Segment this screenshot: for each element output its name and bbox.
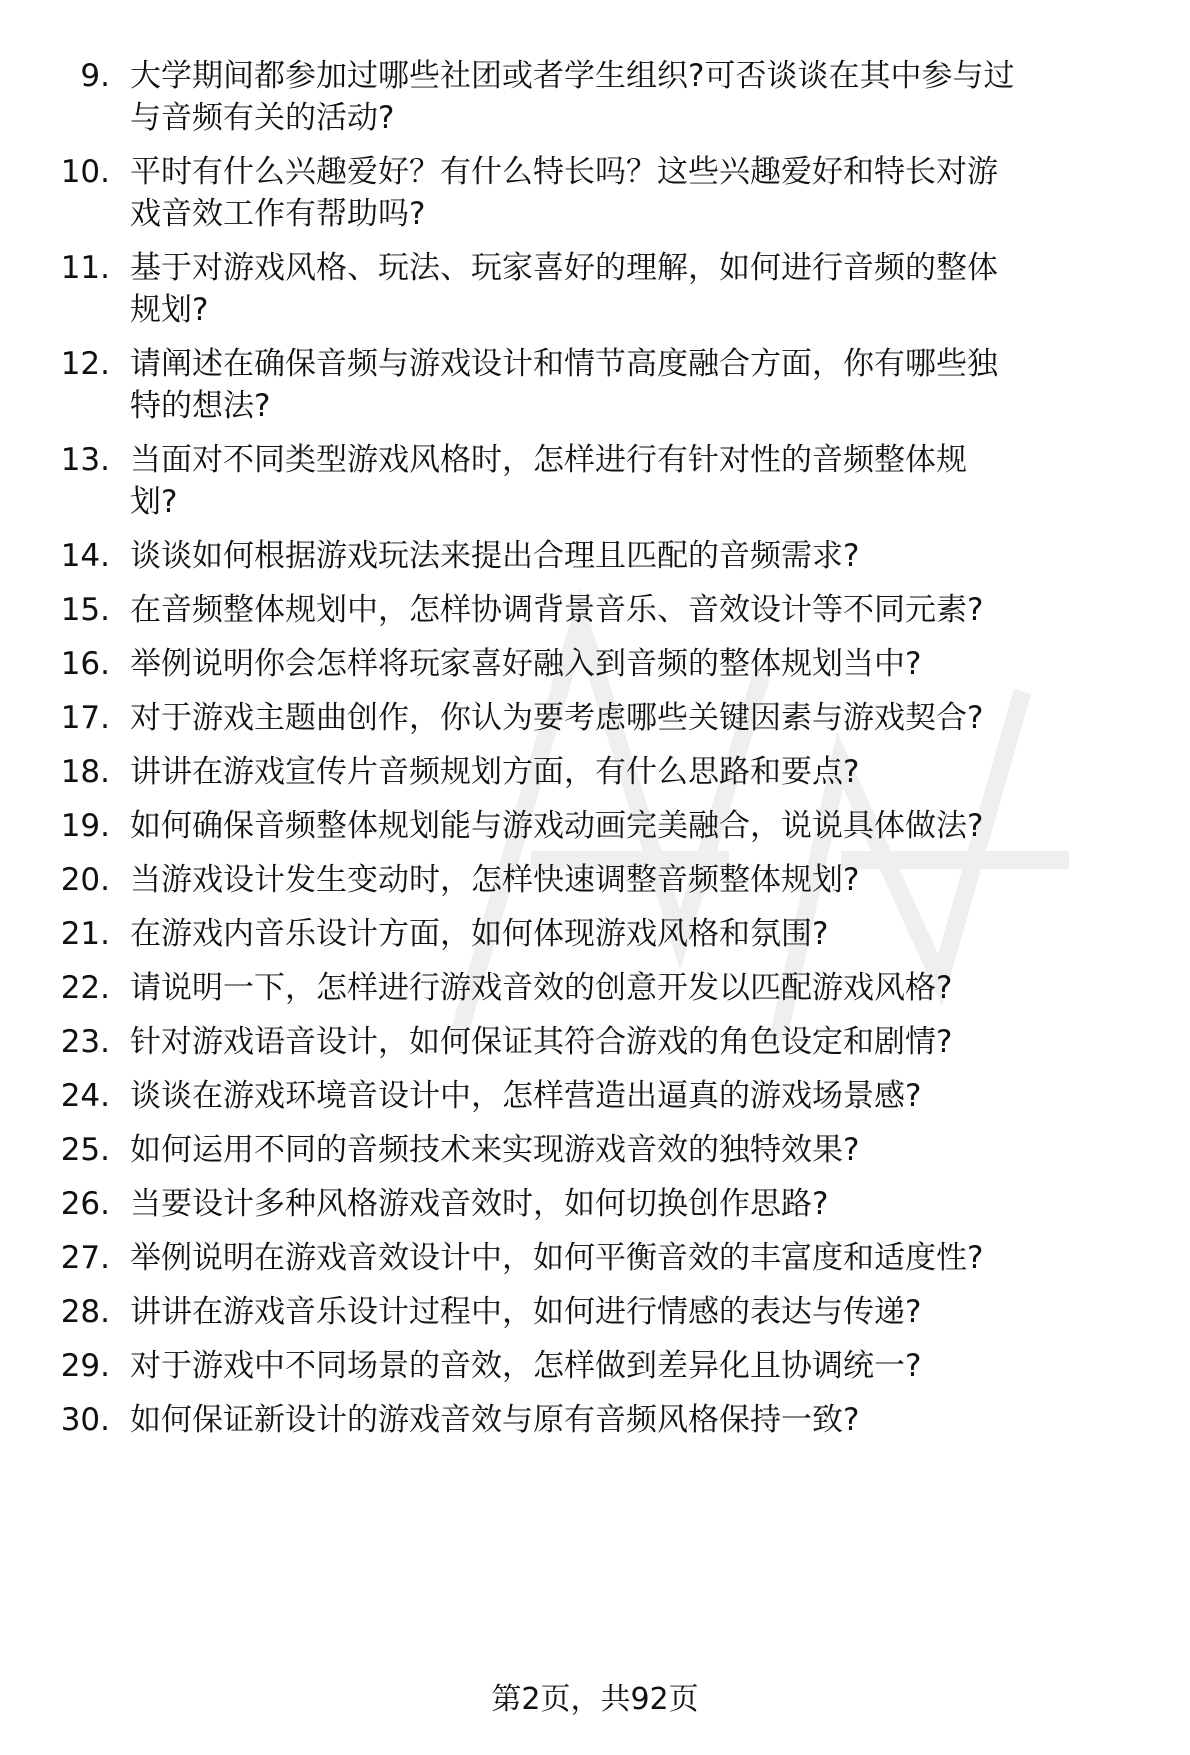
question-line: 讲讲在游戏宣传片音频规划方面，有什么思路和要点? (130, 754, 860, 790)
question-line: 在游戏内音乐设计方面，如何体现游戏风格和氛围? (130, 916, 829, 952)
question-number: 23. (60, 1024, 110, 1060)
page-footer (0, 1680, 1190, 1720)
question-item (0, 1075, 1190, 1117)
question-text (130, 343, 1170, 427)
page-number-label: 第2页，共92页 (491, 1682, 699, 1717)
question-number: 27. (60, 1240, 110, 1276)
question-number: 16. (60, 646, 110, 682)
question-item (0, 1183, 1190, 1225)
question-line: 举例说明你会怎样将玩家喜好融入到音频的整体规划当中? (130, 646, 922, 682)
question-list (0, 55, 1190, 1441)
question-line: 规划? (130, 292, 209, 328)
question-number: 9. (80, 58, 110, 94)
question-line: 戏音效工作有帮助吗? (130, 196, 426, 232)
question-number: 10. (60, 154, 110, 190)
question-text (130, 1291, 1170, 1333)
question-line: 对于游戏主题曲创作，你认为要考虑哪些关键因素与游戏契合? (130, 700, 984, 736)
question-text (130, 151, 1170, 235)
question-item (0, 1237, 1190, 1279)
question-number: 29. (60, 1348, 110, 1384)
question-line: 当要设计多种风格游戏音效时，如何切换创作思路? (130, 1186, 829, 1222)
question-number: 18. (60, 754, 110, 790)
question-item (0, 751, 1190, 793)
question-item (0, 1399, 1190, 1441)
question-item (0, 913, 1190, 955)
question-number: 12. (60, 346, 110, 382)
question-text (130, 1129, 1170, 1171)
question-text (130, 859, 1170, 901)
question-line: 当游戏设计发生变动时，怎样快速调整音频整体规划? (130, 862, 860, 898)
question-line: 谈谈在游戏环境音设计中，怎样营造出逼真的游戏场景感? (130, 1078, 922, 1114)
question-item (0, 1291, 1190, 1333)
question-line: 请阐述在确保音频与游戏设计和情节高度融合方面，你有哪些独 (130, 346, 998, 382)
question-number: 19. (60, 808, 110, 844)
question-item (0, 589, 1190, 631)
question-text (130, 913, 1170, 955)
question-number: 22. (60, 970, 110, 1006)
question-text (130, 697, 1170, 739)
question-item (0, 247, 1190, 331)
question-text (130, 643, 1170, 685)
question-line: 如何运用不同的音频技术来实现游戏音效的独特效果? (130, 1132, 860, 1168)
question-text (130, 535, 1170, 577)
question-line: 如何保证新设计的游戏音效与原有音频风格保持一致? (130, 1402, 860, 1438)
question-line: 划? (130, 484, 178, 520)
question-line: 举例说明在游戏音效设计中，如何平衡音效的丰富度和适度性? (130, 1240, 984, 1276)
question-number: 25. (60, 1132, 110, 1168)
question-text (130, 439, 1170, 523)
question-item (0, 805, 1190, 847)
question-number: 17. (60, 700, 110, 736)
question-item (0, 343, 1190, 427)
question-line: 对于游戏中不同场景的音效，怎样做到差异化且协调统一? (130, 1348, 922, 1384)
question-item (0, 1345, 1190, 1387)
question-line: 特的想法? (130, 388, 271, 424)
question-line: 基于对游戏风格、玩法、玩家喜好的理解，如何进行音频的整体 (130, 250, 998, 286)
question-line: 如何确保音频整体规划能与游戏动画完美融合，说说具体做法? (130, 808, 984, 844)
question-line: 请说明一下，怎样进行游戏音效的创意开发以匹配游戏风格? (130, 970, 953, 1006)
question-text (130, 1075, 1170, 1117)
question-item (0, 1021, 1190, 1063)
question-number: 13. (60, 442, 110, 478)
question-number: 14. (60, 538, 110, 574)
question-item (0, 151, 1190, 235)
question-line: 谈谈如何根据游戏玩法来提出合理且匹配的音频需求? (130, 538, 860, 574)
question-text (130, 55, 1170, 139)
question-text (130, 751, 1170, 793)
question-item (0, 535, 1190, 577)
question-line: 在音频整体规划中，怎样协调背景音乐、音效设计等不同元素? (130, 592, 984, 628)
question-line: 当面对不同类型游戏风格时，怎样进行有针对性的音频整体规 (130, 442, 967, 478)
question-text (130, 1237, 1170, 1279)
question-number: 20. (60, 862, 110, 898)
question-item (0, 439, 1190, 523)
question-number: 24. (60, 1078, 110, 1114)
question-item (0, 1129, 1190, 1171)
question-item (0, 643, 1190, 685)
question-text (130, 589, 1170, 631)
question-number: 15. (60, 592, 110, 628)
question-text (130, 1183, 1170, 1225)
question-text (130, 805, 1170, 847)
question-line: 讲讲在游戏音乐设计过程中，如何进行情感的表达与传递? (130, 1294, 922, 1330)
question-number: 28. (60, 1294, 110, 1330)
question-item (0, 697, 1190, 739)
question-line: 针对游戏语音设计，如何保证其符合游戏的角色设定和剧情? (130, 1024, 953, 1060)
question-item (0, 55, 1190, 139)
question-text (130, 1021, 1170, 1063)
question-item (0, 967, 1190, 1009)
question-text (130, 247, 1170, 331)
question-text (130, 967, 1170, 1009)
question-text (130, 1399, 1170, 1441)
question-number: 11. (60, 250, 110, 286)
question-line: 与音频有关的活动? (130, 100, 395, 136)
question-line: 大学期间都参加过哪些社团或者学生组织?可否谈谈在其中参与过 (130, 58, 1015, 94)
question-line: 平时有什么兴趣爱好？有什么特长吗？这些兴趣爱好和特长对游 (130, 154, 998, 190)
question-number: 30. (60, 1402, 110, 1438)
question-number: 21. (60, 916, 110, 952)
question-text (130, 1345, 1170, 1387)
question-item (0, 859, 1190, 901)
question-number: 26. (60, 1186, 110, 1222)
